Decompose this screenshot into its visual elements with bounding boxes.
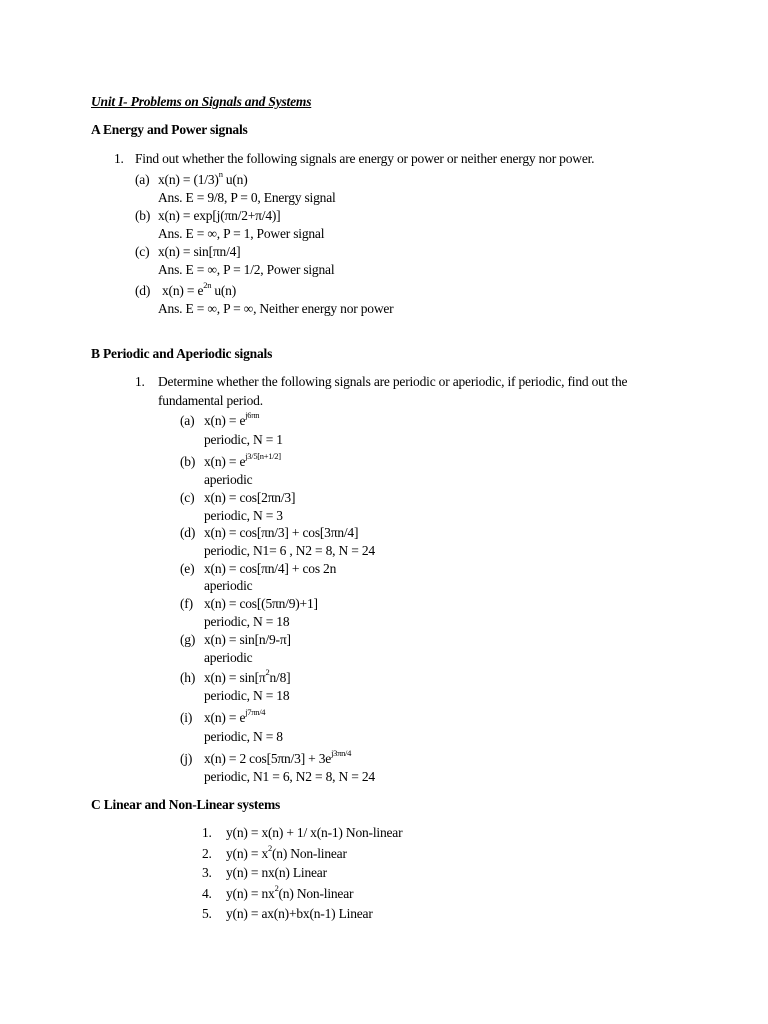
answer-text: aperiodic — [204, 650, 253, 665]
signal-expression: x(n) = cos[(5πn/9)+1] — [204, 596, 318, 611]
section-b-question-number: 1. — [135, 374, 145, 389]
answer-text: aperiodic — [204, 578, 253, 593]
system-expression: y(n) = ax(n)+bx(n-1) Linear — [226, 906, 373, 921]
answer-text: aperiodic — [204, 472, 253, 487]
system-expression: $y(n) = x^2(n)$ Non-linear — [226, 843, 347, 861]
answer-text: Ans. E = ∞, P = 1, Power signal — [158, 226, 325, 241]
system-expression: $y(n) = nx^2(n)$ Non-linear — [226, 883, 354, 901]
section-b-heading: B Periodic and Aperiodic signals — [91, 346, 273, 361]
signal-expression: $x(n) = e^{j7\pi n/4}$ — [204, 707, 266, 725]
item-label: (a) — [180, 413, 195, 428]
answer-text: periodic, N = 18 — [204, 688, 290, 703]
section-a-heading: A Energy and Power signals — [91, 122, 248, 137]
list-item-number: 1. — [202, 825, 212, 840]
section-a-question-number: 1. — [114, 151, 124, 166]
signal-expression: $x(n) = (1/3)^n$ u(n) — [158, 169, 248, 187]
signal-expression: $x(n) = e^{j6\pi n}$ — [204, 410, 260, 428]
section-b-question-line-1: Determine whether the following signals are periodic or aperiodic, if periodic, find out the — [158, 374, 628, 389]
item-label: (h) — [180, 670, 196, 685]
signal-expression: x(n) = 2 $\cos[5\pi n/3] + 3e^{j3\pi n/4}$ — [204, 748, 352, 766]
answer-text: periodic, N = 18 — [204, 614, 290, 629]
document-title: Unit I- Problems on Signals and Systems — [91, 94, 312, 109]
list-item-number: 2. — [202, 846, 212, 861]
item-label: (b) — [135, 208, 151, 223]
signal-expression: x(n) = cos[πn/3] + cos[3πn/4] — [204, 525, 359, 540]
signal-expression: $x(n) = e^{j3/5[n+1/2]}$ — [204, 451, 281, 469]
answer-text: periodic, N = 1 — [204, 432, 283, 447]
item-label: (b) — [180, 454, 196, 469]
answer-text: Ans. E = ∞, P = ∞, Neither energy nor power — [158, 301, 394, 316]
answer-text: periodic, N = 8 — [204, 729, 283, 744]
item-label: (d) — [135, 283, 151, 298]
item-label: (c) — [180, 490, 195, 505]
item-label: (f) — [180, 596, 193, 611]
section-b-question-line-2: fundamental period. — [158, 393, 263, 408]
signal-expression: x(n) = exp[j(πn/2+π/4)] — [158, 208, 281, 223]
item-label: (g) — [180, 632, 196, 647]
signal-expression: x(n) = cos[2πn/3] — [204, 490, 296, 505]
signal-expression: x(n) = sin[πn/4] — [158, 244, 241, 259]
list-item-number: 5. — [202, 906, 212, 921]
section-c-heading: C Linear and Non-Linear systems — [91, 797, 281, 812]
signal-expression: $x(n) = e^{2n}$ u(n) — [162, 280, 237, 298]
item-label: (i) — [180, 710, 193, 725]
item-label: (c) — [135, 244, 150, 259]
signal-expression: x(n) = sin[n/9-π] — [204, 632, 291, 647]
list-item-number: 3. — [202, 865, 212, 880]
item-label: (d) — [180, 525, 196, 540]
signal-expression: x(n) = cos[πn/4] + cos 2n — [204, 561, 337, 576]
answer-text: periodic, N = 3 — [204, 508, 283, 523]
list-item-number: 4. — [202, 886, 212, 901]
answer-text: periodic, N1= 6 , N2 = 8, N = 24 — [204, 543, 375, 558]
item-label: (e) — [180, 561, 195, 576]
answer-text: Ans. E = ∞, P = 1/2, Power signal — [158, 262, 335, 277]
item-label: (a) — [135, 172, 150, 187]
item-label: (j) — [180, 751, 193, 766]
answer-text: periodic, N1 = 6, N2 = 8, N = 24 — [204, 769, 375, 784]
system-expression: y(n) = x(n) + 1/ x(n-1) Non-linear — [226, 825, 403, 840]
system-expression: y(n) = nx(n) Linear — [226, 865, 327, 880]
answer-text: Ans. E = 9/8, P = 0, Energy signal — [158, 190, 336, 205]
signal-expression: $x(n) = \sin[\pi^2n/8]$ — [204, 667, 291, 685]
section-a-question: Find out whether the following signals are energy or power or neither energy nor power. — [135, 151, 595, 166]
